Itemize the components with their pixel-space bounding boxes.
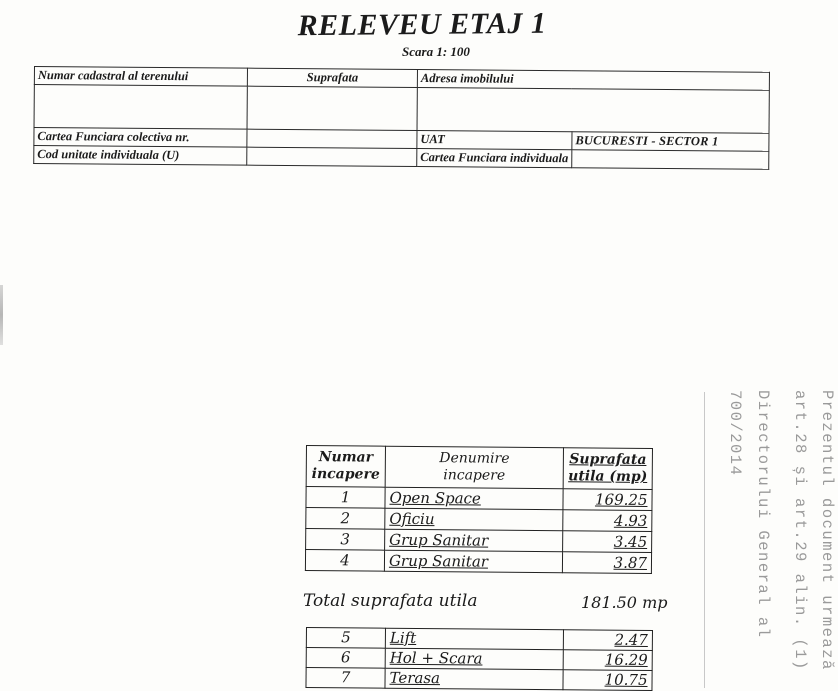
header-suprafata: Suprafata: [247, 68, 417, 87]
cadastral-table: [33, 66, 770, 170]
table-row: [306, 487, 652, 511]
room-area: 10.75: [563, 670, 652, 691]
scan-artifact: [0, 285, 3, 345]
room-area: 4.93: [563, 510, 652, 532]
room-area: 16.29: [563, 650, 652, 671]
stamp-border: [704, 392, 705, 688]
header-adresa: Adresa imobilului: [417, 70, 769, 91]
room-name: Open Space: [385, 487, 563, 510]
stamp-line: 700/2014: [726, 390, 744, 477]
header-denumire-incapere: Denumire incapere: [385, 446, 563, 489]
total-value: 181.50 mp: [581, 593, 668, 612]
room-area: 3.45: [563, 531, 652, 553]
room-area: 169.25: [563, 489, 652, 511]
room-name: Lift: [385, 628, 563, 650]
common-areas-table: [305, 627, 653, 691]
stamp-line: Directorului General al: [754, 390, 772, 639]
header-suprafata-utila: Suprafata utila (mp): [563, 448, 652, 490]
page-title: RELEVEU ETAJ 1: [297, 6, 547, 43]
room-area: 3.87: [562, 552, 651, 574]
room-name: Hol + Scara: [385, 648, 563, 670]
scale-label: Scara 1: 100: [402, 44, 470, 59]
table-row: [306, 508, 652, 532]
stamp-text: [712, 390, 838, 688]
room-number: 1: [306, 487, 385, 509]
room-name: Grup Sanitar: [384, 550, 562, 573]
room-number: 6: [306, 648, 385, 669]
room-number: 3: [306, 529, 385, 551]
uat-value: BUCURESTI - SECTOR 1: [572, 132, 769, 152]
cf-individuala-label: Cartea Funciara individuala: [417, 149, 572, 168]
cod-unitate-label: Cod unitate individuala (U): [34, 146, 247, 166]
header-numar-cadastral: Numar cadastral al terenului: [34, 67, 247, 87]
uat-label: UAT: [417, 131, 572, 150]
room-number: 7: [306, 668, 385, 689]
rooms-table: [305, 445, 653, 574]
total-label: Total suprafata utila: [303, 591, 478, 611]
cod-unitate-value: [247, 147, 417, 166]
numar-cadastral-value: [34, 85, 247, 130]
room-name: Oficiu: [385, 508, 563, 531]
stamp-line: art.28 și art.29 alin. (1): [791, 390, 809, 671]
cf-colectiva-value: [247, 129, 417, 148]
header-numar-incapere: Numar incapere: [306, 446, 385, 488]
stamp-line: Prezentul document urmează: [818, 390, 836, 671]
cf-individuala-value: [572, 150, 769, 170]
table-row: [305, 550, 651, 574]
room-name: Grup Sanitar: [385, 529, 563, 552]
cf-colectiva-label: Cartea Funciara colectiva nr.: [34, 128, 247, 148]
room-number: 2: [306, 508, 385, 530]
room-name: Terasa: [385, 668, 563, 690]
room-number: 5: [306, 628, 385, 649]
suprafata-value: [247, 86, 417, 130]
adresa-value: [417, 88, 769, 134]
table-row: [306, 668, 652, 691]
table-row: [306, 529, 652, 553]
room-number: 4: [305, 550, 384, 572]
room-area: 2.47: [563, 630, 652, 651]
